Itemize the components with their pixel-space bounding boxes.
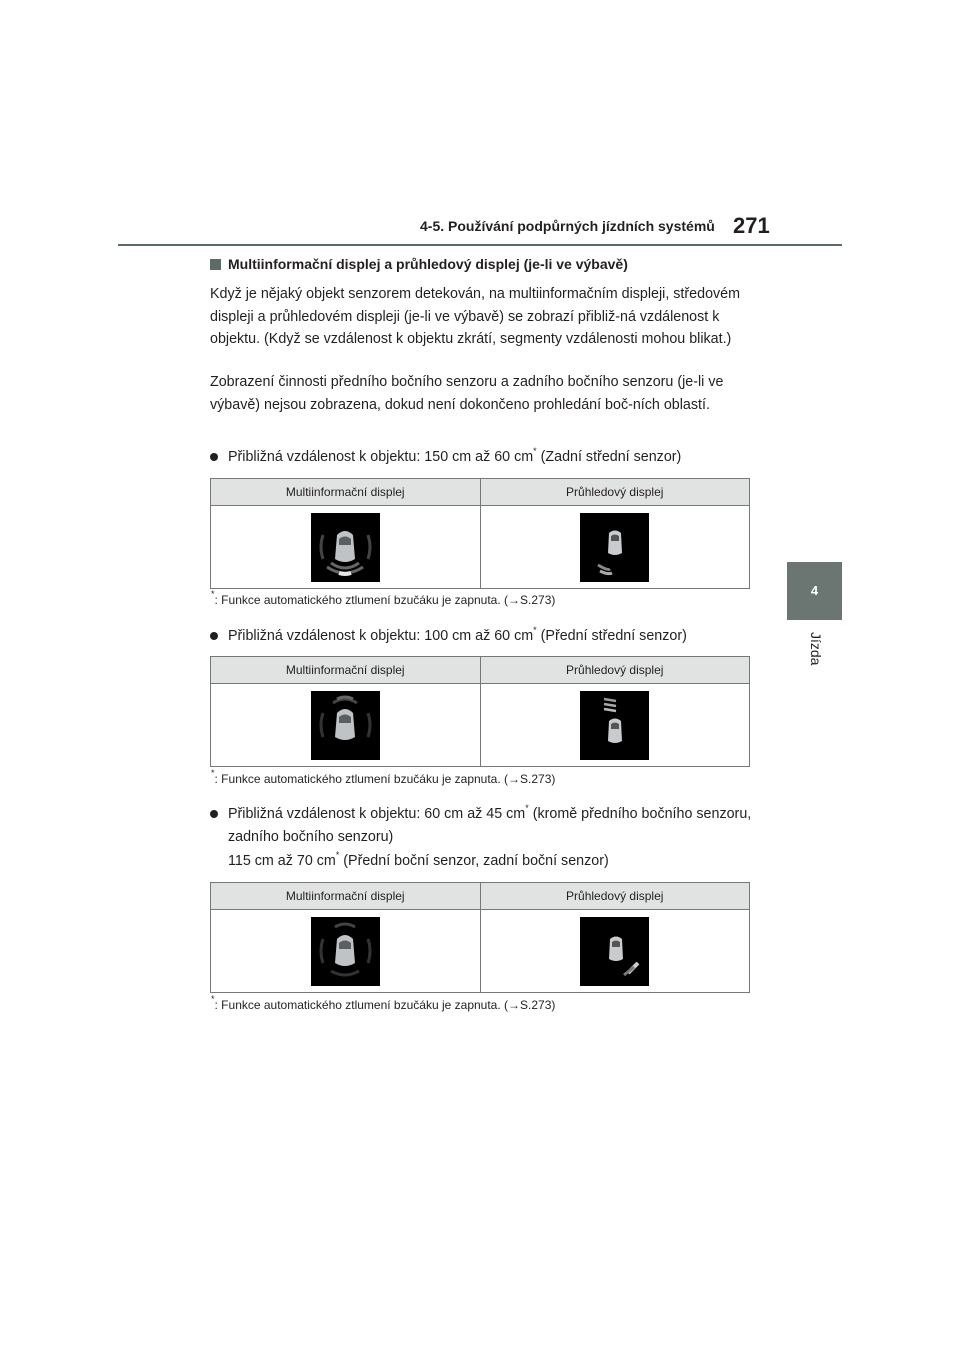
column-header: Průhledový displej: [480, 479, 750, 506]
bullet-text-suffix: (Přední boční senzor, zadní boční senzor): [339, 853, 609, 869]
hud-display-image: [580, 691, 649, 760]
header-rule: [118, 244, 842, 246]
section-title: 4-5. Používání podpůrných jízdních systémů: [420, 218, 715, 234]
footnote-marker: *: [211, 768, 215, 778]
heading-text: Multiinformační displej a průhledový displej (je-li ve výbavě): [228, 256, 628, 272]
footnote-marker: *: [533, 625, 537, 635]
chapter-tab: 4: [787, 562, 842, 620]
display-table: [210, 656, 750, 767]
footnote-text: : Funkce automatického ztlumení bzučáku je zapnuta. (→S.273): [214, 998, 556, 1012]
column-header: Multiinformační displej: [211, 883, 481, 910]
table-cell: [211, 910, 481, 993]
column-header: Multiinformační displej: [211, 479, 481, 506]
bullet-text: Přibližná vzdálenost k objektu: 150 cm až 60 cm: [228, 449, 534, 465]
multi-display-image: [311, 513, 380, 582]
table-cell: [480, 684, 750, 767]
bullet-dot-icon: [210, 803, 228, 848]
bullet-item: [210, 625, 755, 648]
section-heading: [210, 256, 755, 272]
paragraph: Zobrazení činnosti předního bočního senzoru a zadního bočního senzoru (je-li ve výbavě) nejsou zobrazena, dokud není dokončeno prohledání boč-ních oblastí.: [210, 374, 724, 413]
hud-display-image: [580, 917, 649, 986]
bullet-text: Přibližná vzdálenost k objektu: 100 cm až 60 cm: [228, 628, 534, 644]
page-number: 271: [733, 213, 770, 238]
square-bullet-icon: [210, 259, 221, 270]
footnote-marker: *: [211, 589, 215, 599]
column-header: Průhledový displej: [480, 657, 750, 684]
footnote: [211, 994, 556, 1012]
bullet-item: [210, 446, 755, 469]
multi-display-image: [311, 917, 380, 986]
chapter-label: Jízda: [808, 632, 824, 666]
footnote-marker: *: [533, 446, 537, 456]
footnote: [211, 589, 556, 607]
column-header: Multiinformační displej: [211, 657, 481, 684]
bullet-text-suffix: (Přední střední senzor): [536, 628, 687, 644]
hud-display-image: [580, 513, 649, 582]
footnote-marker: *: [525, 803, 529, 813]
column-header: Průhledový displej: [480, 883, 750, 910]
footnote-marker: *: [211, 994, 215, 1004]
footnote: [211, 768, 556, 786]
paragraph: Když je nějaký objekt senzorem detekován, na multiinformačním displeji, středovém displeji a průhledovém displeji (je-li ve výbavě) se zobrazí přibliž-ná vzdálenost k objektu. (Když se vzdálenost k objektu zkrátí, segmenty vzdálenosti mohou blikat.): [210, 286, 741, 347]
multi-display-image: [311, 691, 380, 760]
table-cell: [480, 506, 750, 589]
bullet-dot-icon: [210, 625, 228, 648]
table-cell: [480, 910, 750, 993]
footnote-marker: *: [335, 850, 340, 860]
bullet-text: Přibližná vzdálenost k objektu: 60 cm až 45 cm: [228, 806, 526, 822]
display-table: [210, 478, 750, 589]
bullet-continuation: [228, 850, 773, 873]
bullet-dot-icon: [210, 446, 228, 469]
bullet-text-suffix: (kromě předního bočního senzoru, zadního bočního senzoru): [228, 806, 752, 845]
footnote-text: : Funkce automatického ztlumení bzučáku je zapnuta. (→S.273): [214, 772, 556, 786]
footnote-text: : Funkce automatického ztlumení bzučáku je zapnuta. (→S.273): [214, 593, 556, 607]
table-cell: [211, 684, 481, 767]
bullet-item: [210, 803, 755, 848]
table-cell: [211, 506, 481, 589]
display-table: [210, 882, 750, 993]
bullet-text-suffix: (Zadní střední senzor): [536, 449, 682, 465]
bullet-text: 115 cm až 70 cm: [228, 853, 336, 869]
